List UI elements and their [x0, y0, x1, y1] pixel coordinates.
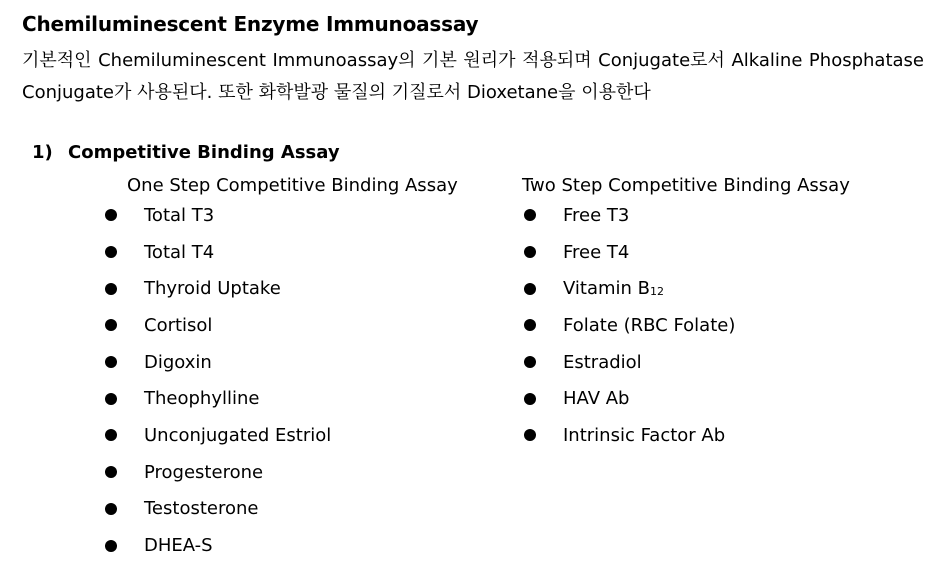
- bullet-icon: [524, 209, 536, 221]
- list-item-label: Progesterone: [144, 461, 264, 483]
- bullet-icon: [524, 246, 536, 258]
- list-item: [105, 270, 331, 307]
- list-item: [524, 234, 735, 271]
- list-item-label: Digoxin: [144, 351, 212, 373]
- list-item-label: Thyroid Uptake: [144, 278, 281, 300]
- bullet-icon: [105, 503, 117, 515]
- bullet-icon: [105, 429, 117, 441]
- section-heading: [32, 142, 340, 163]
- bullet-icon: [524, 393, 536, 405]
- list-item-label: Unconjugated Estriol: [144, 424, 332, 446]
- vitamin-subscript: 12: [650, 285, 665, 299]
- section-title: Competitive Binding Assay: [68, 142, 340, 163]
- list-item-label: Intrinsic Factor Ab: [563, 424, 726, 446]
- bullet-icon: [105, 283, 117, 295]
- list-item-label: Estradiol: [563, 351, 642, 373]
- bullet-icon: [105, 540, 117, 552]
- list-item-label: [563, 278, 664, 299]
- bullet-icon: [524, 319, 536, 331]
- section-number: 1): [32, 142, 53, 163]
- bullet-icon: [105, 356, 117, 368]
- bullet-icon: [105, 466, 117, 478]
- bullet-icon: [524, 356, 536, 368]
- list-item-label: Total T3: [144, 204, 215, 226]
- list-item: [105, 344, 331, 381]
- list-item-label: Free T3: [563, 204, 630, 226]
- list-item-label: Folate (RBC Folate): [563, 314, 736, 336]
- bullet-icon: [105, 246, 117, 258]
- bullet-icon: [105, 209, 117, 221]
- list-item: [524, 344, 735, 381]
- list-item-label: Free T4: [563, 241, 630, 263]
- vitamin-label: Vitamin B: [563, 278, 651, 300]
- list-item-label: HAV Ab: [563, 388, 630, 410]
- list-item: [105, 454, 331, 491]
- document-title: Chemiluminescent Enzyme Immunoassay: [22, 12, 479, 36]
- one-step-column-title: One Step Competitive Binding Assay: [127, 175, 458, 196]
- list-item: [524, 417, 735, 454]
- list-item: [105, 417, 331, 454]
- list-item-label: Total T4: [144, 241, 215, 263]
- list-item: [524, 307, 735, 344]
- list-item: [105, 491, 331, 528]
- list-item: [105, 307, 331, 344]
- list-item: [524, 197, 735, 234]
- list-item: [105, 234, 331, 271]
- list-item-label: DHEA-S: [144, 535, 213, 557]
- list-item: [105, 527, 331, 564]
- list-item: [105, 197, 331, 234]
- intro-paragraph: 기본적인 Chemiluminescent Immunoassay의 기본 원리가 적용되며 Conjugate로서 Alkaline Phosphatase Conjugate가 사용된다. 또한 화학발광 물질의 기질로서 Dioxetane을 이용한다: [22, 50, 924, 103]
- list-item-label: Cortisol: [144, 314, 213, 336]
- bullet-icon: [105, 319, 117, 331]
- list-item-label: Testosterone: [144, 498, 259, 520]
- list-item: [524, 380, 735, 417]
- two-step-assay-list: [524, 197, 735, 454]
- bullet-icon: [524, 283, 536, 295]
- bullet-icon: [105, 393, 117, 405]
- list-item: [105, 380, 331, 417]
- one-step-assay-list: [105, 197, 331, 564]
- list-item: [524, 270, 735, 307]
- list-item-label: Theophylline: [144, 388, 260, 410]
- bullet-icon: [524, 429, 536, 441]
- two-step-column-title: Two Step Competitive Binding Assay: [522, 175, 850, 196]
